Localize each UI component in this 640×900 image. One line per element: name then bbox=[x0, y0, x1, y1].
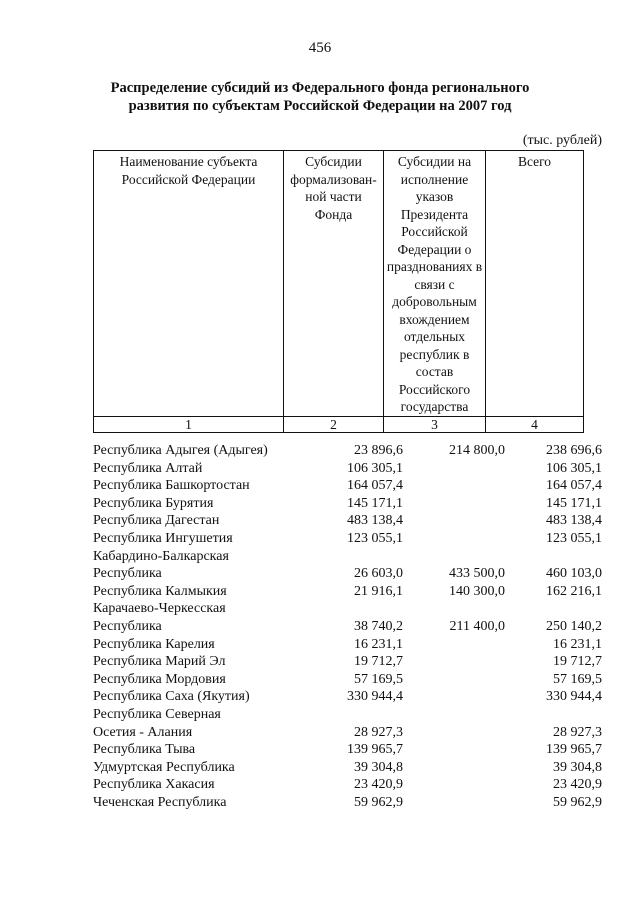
table-row bbox=[93, 759, 605, 777]
table-row bbox=[93, 600, 605, 635]
total-value: 28 927,3 bbox=[553, 724, 602, 740]
region-name: Республика Ингушетия bbox=[93, 530, 233, 546]
table-row bbox=[93, 460, 605, 478]
total-value: 16 231,1 bbox=[553, 636, 602, 652]
region-name: Республика Северная Осетия - Алания bbox=[93, 706, 221, 740]
formal-subsidy-value: 23 420,9 bbox=[354, 777, 403, 793]
formal-subsidy-value: 106 305,1 bbox=[347, 460, 403, 476]
total-value: 145 171,1 bbox=[546, 495, 602, 511]
region-name: Республика Карелия bbox=[93, 636, 215, 652]
formal-subsidy-value: 21 916,1 bbox=[354, 583, 403, 599]
region-name: Республика Марий Эл bbox=[93, 654, 226, 670]
region-name: Республика Хакасия bbox=[93, 777, 215, 793]
decree-subsidy-value: 214 800,0 bbox=[449, 443, 505, 458]
column-number: 2 bbox=[284, 416, 384, 432]
table-row bbox=[93, 477, 605, 495]
table-row bbox=[93, 706, 605, 741]
formal-subsidy-value: 139 965,7 bbox=[347, 742, 403, 758]
table-row bbox=[93, 741, 605, 759]
table-row bbox=[93, 653, 605, 671]
formal-subsidy-value: 57 169,5 bbox=[354, 671, 403, 687]
region-name: Республика Саха (Якутия) bbox=[93, 689, 250, 705]
formal-subsidy-value: 59 962,9 bbox=[354, 794, 403, 810]
total-value: 460 103,0 bbox=[546, 566, 602, 582]
formal-subsidy-value: 19 712,7 bbox=[354, 654, 403, 670]
total-value: 19 712,7 bbox=[553, 654, 602, 670]
total-value: 57 169,5 bbox=[553, 671, 602, 687]
region-name: Карачаево-Черкесская Республика bbox=[93, 601, 226, 634]
region-name: Кабардино-Балкарская Республика bbox=[93, 548, 229, 582]
table-row bbox=[93, 512, 605, 530]
table-row bbox=[93, 776, 605, 794]
total-value: 483 138,4 bbox=[546, 513, 602, 529]
total-value: 250 140,2 bbox=[546, 618, 602, 634]
title-line-1: Распределение субсидий из Федерального фонда регионального bbox=[110, 80, 530, 96]
formal-subsidy-value: 38 740,2 bbox=[354, 618, 403, 634]
formal-subsidy-value: 16 231,1 bbox=[354, 636, 403, 652]
region-name: Республика Мордовия bbox=[93, 671, 226, 687]
table-row bbox=[93, 688, 605, 706]
table-row bbox=[93, 794, 605, 812]
table-row bbox=[93, 583, 605, 601]
formal-subsidy-value: 23 896,6 bbox=[354, 443, 403, 458]
column-number: 4 bbox=[486, 416, 584, 432]
formal-subsidy-value: 39 304,8 bbox=[354, 759, 403, 775]
page-number: 456 bbox=[308, 40, 332, 56]
table-body bbox=[93, 442, 605, 811]
region-name: Республика Бурятия bbox=[93, 495, 214, 511]
table-row bbox=[93, 530, 605, 548]
region-name: Республика Башкортостан bbox=[93, 478, 250, 494]
document-title bbox=[80, 79, 560, 115]
total-value: 23 420,9 bbox=[553, 777, 602, 793]
region-name: Республика Адыгея (Адыгея) bbox=[93, 443, 268, 458]
region-name: Республика Алтай bbox=[93, 460, 203, 476]
region-name: Республика Тыва bbox=[93, 742, 196, 758]
table-header bbox=[93, 150, 584, 433]
table-row bbox=[93, 671, 605, 689]
decree-subsidy-value: 433 500,0 bbox=[449, 566, 505, 582]
formal-subsidy-value: 145 171,1 bbox=[347, 495, 403, 511]
table-row bbox=[93, 636, 605, 654]
table-row bbox=[93, 442, 605, 460]
unit-note: (тыс. рублей) bbox=[522, 133, 602, 148]
column-number: 3 bbox=[384, 416, 486, 432]
formal-subsidy-value: 164 057,4 bbox=[347, 478, 403, 494]
header-formal-subsidies: Субсидии формализован-ной части Фонда bbox=[284, 151, 384, 417]
total-value: 106 305,1 bbox=[546, 460, 602, 476]
header-total: Всего bbox=[486, 151, 584, 417]
decree-subsidy-value: 211 400,0 bbox=[449, 618, 505, 634]
formal-subsidy-value: 330 944,4 bbox=[347, 689, 403, 705]
header-region-name: Наименование субъекта Российской Федерации bbox=[94, 151, 284, 417]
region-name: Удмуртская Республика bbox=[93, 759, 235, 775]
formal-subsidy-value: 28 927,3 bbox=[354, 724, 403, 740]
total-value: 164 057,4 bbox=[546, 478, 602, 494]
table-row bbox=[93, 548, 605, 583]
formal-subsidy-value: 26 603,0 bbox=[354, 566, 403, 582]
region-name: Республика Калмыкия bbox=[93, 583, 227, 599]
table-row bbox=[93, 495, 605, 513]
total-value: 238 696,6 bbox=[546, 443, 602, 458]
region-name: Чеченская Республика bbox=[93, 794, 227, 810]
region-name: Республика Дагестан bbox=[93, 513, 220, 529]
title-line-2: развития по субъектам Российской Федерации на 2007 год bbox=[128, 98, 512, 114]
decree-subsidy-value: 140 300,0 bbox=[449, 583, 505, 599]
total-value: 139 965,7 bbox=[546, 742, 602, 758]
formal-subsidy-value: 483 138,4 bbox=[347, 513, 403, 529]
header-decree-subsidies: Субсидии на исполнение указов Президента Российской Федерации о празднованиях в связи с добровольным вхождением отдельных республик в состав Российского государства bbox=[384, 151, 486, 417]
formal-subsidy-value: 123 055,1 bbox=[347, 530, 403, 546]
total-value: 39 304,8 bbox=[553, 759, 602, 775]
total-value: 330 944,4 bbox=[546, 689, 602, 705]
column-number: 1 bbox=[94, 416, 284, 432]
total-value: 162 216,1 bbox=[546, 583, 602, 599]
total-value: 123 055,1 bbox=[546, 530, 602, 546]
total-value: 59 962,9 bbox=[553, 794, 602, 810]
